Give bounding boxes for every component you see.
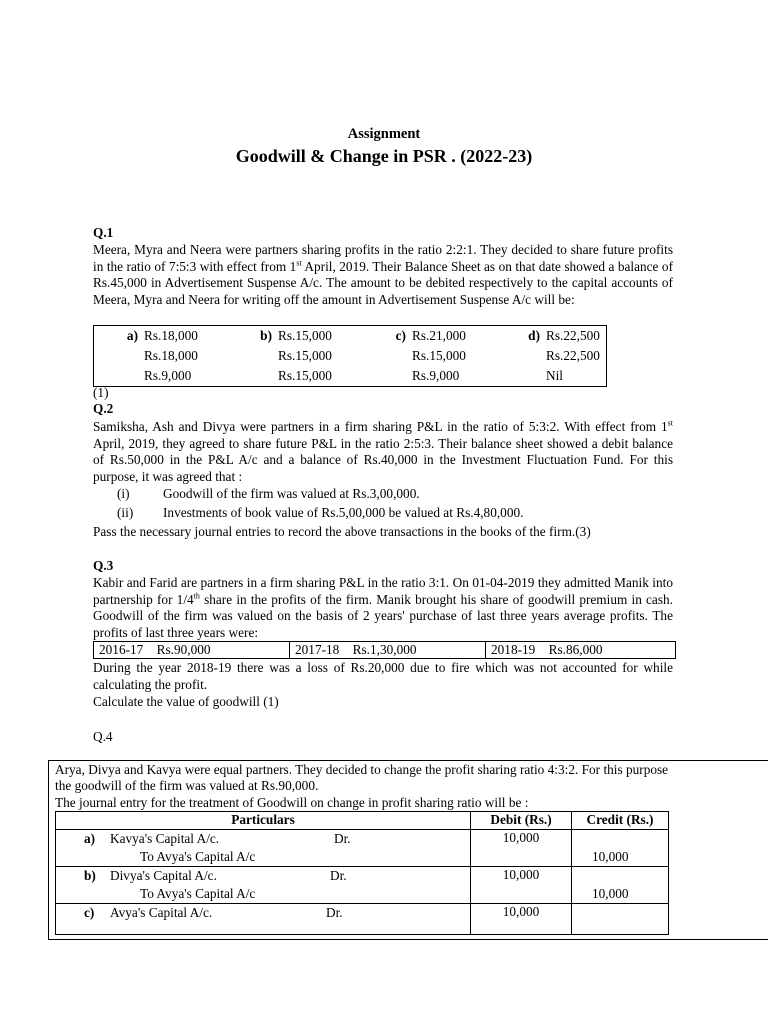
q1-label: Q.1 xyxy=(93,225,114,240)
credit-account: To Avya's Capital A/c xyxy=(140,849,256,864)
option-value: Nil xyxy=(546,368,563,383)
journal-table xyxy=(55,811,669,935)
row-option: a) xyxy=(84,831,96,846)
debit-amount: 10,000 xyxy=(471,904,572,935)
q4-line2: the goodwill of the firm was valued at Rs.90,000. xyxy=(55,778,319,793)
q1-options-table xyxy=(93,325,607,387)
debit-amount: 10,000 xyxy=(471,867,572,904)
q1-marks: (1) xyxy=(93,385,109,400)
q3-text: Kabir and Farid are partners in a firm sharing P&L in the ratio 3:1. On 01-04-2019 they admitted Manik into partnership for 1/4th share in the profits of the firm. Manik brought his share of goodwill premium in cash. Goodwill of the firm was valued on the basis of 2 years' purchase of last three years average profits. The profits of last three years were: xyxy=(93,575,673,640)
option-value: Rs.15,000 xyxy=(278,348,332,363)
page-title: Goodwill & Change in PSR . (2022-23) xyxy=(235,146,533,166)
header-credit: Credit (Rs.) xyxy=(572,812,669,830)
option-a-label: a) xyxy=(126,328,138,343)
profit-cell: 2017-18 Rs.1,30,000 xyxy=(290,642,486,659)
dr-mark: Dr. xyxy=(330,868,347,883)
journal-row xyxy=(56,867,669,904)
q2-item-text: Goodwill of the firm was valued at Rs.3,00,000. xyxy=(163,486,420,501)
option-value: Rs.15,000 xyxy=(412,348,466,363)
q2-footer: Pass the necessary journal entries to record the above transactions in the books of the firm.(3) xyxy=(93,524,591,539)
profit-cell: 2016-17 Rs.90,000 xyxy=(94,642,290,659)
q3-ask: Calculate the value of goodwill (1) xyxy=(93,694,279,709)
journal-row xyxy=(56,830,669,867)
row-option: b) xyxy=(84,868,96,883)
option-value: Rs.18,000 xyxy=(144,328,198,343)
debit-account: Divya's Capital A/c. xyxy=(110,868,217,883)
option-value: Rs.9,000 xyxy=(412,368,460,383)
option-value: Rs.15,000 xyxy=(278,368,332,383)
assignment-heading: Assignment xyxy=(347,126,421,142)
q1-text: Meera, Myra and Neera were partners sharing profits in the ratio 2:2:1. They decided to share future profits in the ratio of 7:5:3 with effect from 1st April, 2019. Their Balance Sheet as on that date showed a balance of Rs.45,000 in Advertisement Suspense A/c. The amount to be debited respectively to the capital accounts of Meera, Myra and Neera for writing off the amount in Advertisement Suspense A/c will be: xyxy=(93,242,674,307)
profit-cell: 2018-19 Rs.86,000 xyxy=(486,642,676,659)
q3-after: During the year 2018-19 there was a loss of Rs.20,000 due to fire which was not accounted for while calculating the profit. xyxy=(93,660,673,692)
q2-item-num: (i) xyxy=(117,486,130,501)
debit-account: Kavya's Capital A/c. xyxy=(110,831,220,846)
journal-row xyxy=(56,904,669,935)
option-value: Rs.22,500 xyxy=(546,328,600,343)
credit-amount: 10,000 xyxy=(592,886,629,901)
q4-line1: Arya, Divya and Kavya were equal partners. They decided to change the profit sharing ratio 4:3:2. For this purpose xyxy=(55,762,669,777)
option-value: Rs.9,000 xyxy=(144,368,192,383)
dr-mark: Dr. xyxy=(326,905,343,920)
header-debit: Debit (Rs.) xyxy=(471,812,572,830)
header-particulars: Particulars xyxy=(56,812,471,830)
option-value: Rs.22,500 xyxy=(546,348,600,363)
q4-label: Q.4 xyxy=(93,729,113,744)
debit-amount: 10,000 xyxy=(471,830,572,867)
q4-line3: The journal entry for the treatment of Goodwill on change in profit sharing ratio will be : xyxy=(55,795,529,810)
option-value: Rs.18,000 xyxy=(144,348,198,363)
option-c-label: c) xyxy=(395,328,406,343)
debit-account: Avya's Capital A/c. xyxy=(110,905,213,920)
option-value: Rs.21,000 xyxy=(412,328,466,343)
option-d-label: d) xyxy=(528,328,540,343)
q2-item-text: Investments of book value of Rs.5,00,000 be valued at Rs.4,80,000. xyxy=(163,505,524,520)
credit-account: To Avya's Capital A/c xyxy=(140,886,256,901)
dr-mark: Dr. xyxy=(334,831,351,846)
row-option: c) xyxy=(84,905,95,920)
q2-item-num: (ii) xyxy=(117,505,134,520)
q3-label: Q.3 xyxy=(93,558,114,573)
q2-label: Q.2 xyxy=(93,401,114,416)
credit-amount: 10,000 xyxy=(592,849,629,864)
option-value: Rs.15,000 xyxy=(278,328,332,343)
q2-text: Samiksha, Ash and Divya were partners in a firm sharing P&L in the ratio of 5:3:2. With effect from 1st April, 2019, they agreed to share future P&L in the ratio 2:5:3. Their balance sheet showed a debit balance of Rs.50,000 in the P&L A/c and a balance of Rs.40,000 in the Investment Fluctuation Fund. For this purpose, it was agreed that : xyxy=(93,418,673,484)
q3-profits-table xyxy=(93,641,676,659)
credit-amount xyxy=(572,904,669,935)
option-b-label: b) xyxy=(260,328,272,343)
